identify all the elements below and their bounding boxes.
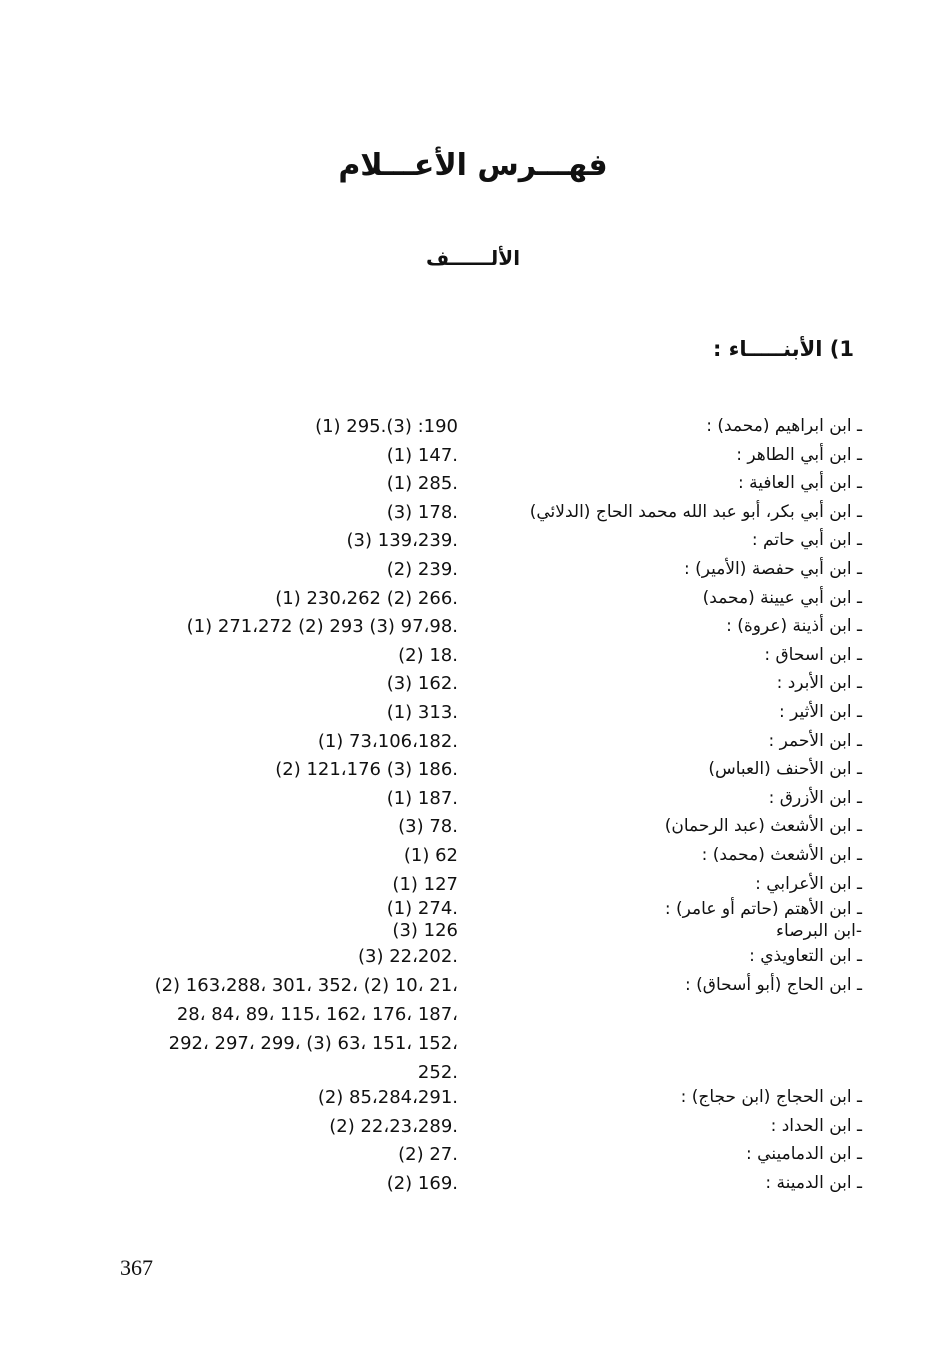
- index-entry: [0, 641, 946, 670]
- entry-page-refs: (2) 163،288، 301، 352، (2) 10، 21، 28، 84، 89، 115، 162، 176، 187، 292، 297، 299، (3) 63، 151، 152، 252.: [154, 974, 458, 1083]
- index-entry: [0, 441, 946, 470]
- entry-name: ـ ابن الأثير :: [779, 701, 862, 722]
- entry-page-refs: (1) 295.(3) :190: [315, 416, 458, 437]
- entry-page-refs: (1) 313.: [386, 701, 458, 723]
- index-entry: [0, 555, 946, 584]
- entry-page-refs: (3) 126: [392, 920, 458, 942]
- index-entry: [0, 526, 946, 555]
- index-entry: [0, 942, 946, 971]
- entry-name: ـ ابن أبي حاتم :: [751, 530, 862, 551]
- entry-name: ـ ابن الأهتم (حاتم أو عامر) :: [664, 899, 862, 920]
- entry-name: ـ ابن أبي عيينة (محمد): [702, 587, 862, 608]
- entry-page-refs: (3) 178.: [386, 501, 458, 523]
- index-entry: [0, 498, 946, 527]
- entry-page-refs: (2) 239.: [386, 558, 458, 580]
- index-entry: [0, 1112, 946, 1141]
- entry-page-refs: (2) 85،284،291.: [317, 1087, 458, 1109]
- index-entry: [0, 898, 946, 920]
- index-entry: [0, 469, 946, 498]
- entry-page-refs: (3) 22،202.: [357, 946, 458, 968]
- entry-name: ـ ابن الأزرق :: [768, 787, 862, 808]
- entry-page-refs: (2) 169.: [386, 1172, 458, 1194]
- entry-name: ـ ابن ابراهيم (محمد) :: [706, 416, 862, 436]
- entry-name: ـ ابن الأشعث (عبد الرحمان): [664, 816, 862, 837]
- entry-page-refs: (1) 274.: [386, 898, 458, 920]
- index-entry: [0, 784, 946, 813]
- entry-name: ـ ابن الدماميني :: [746, 1144, 862, 1165]
- entry-name: ـ ابن الدمينة :: [765, 1172, 862, 1193]
- letter-heading: الألــــــف: [425, 246, 521, 270]
- index-entry: [0, 841, 946, 870]
- index-entries: [0, 412, 946, 1197]
- entry-name: ـ ابن الأحمر :: [768, 730, 862, 751]
- section-heading: 1) الأبنـــــاء :: [712, 337, 854, 361]
- entry-page-refs: (1) 147.: [386, 444, 458, 466]
- entry-page-refs: (1) 285.: [386, 473, 458, 495]
- entry-name: ـ ابن أذينة (عروة) :: [726, 616, 862, 637]
- entry-name: ـ ابن الحاج (أبو أسحاق) :: [685, 974, 862, 995]
- entry-page-refs: (2) 22،23،289.: [329, 1115, 458, 1137]
- entry-name: ـ ابن أبي العافية :: [738, 473, 862, 494]
- entry-page-refs: (1) 62: [403, 844, 458, 866]
- index-entry: [0, 920, 946, 942]
- index-entry: [0, 870, 946, 899]
- index-entry: [0, 584, 946, 613]
- index-entry: [0, 698, 946, 727]
- entry-page-refs: (2) 18.: [398, 644, 458, 666]
- entry-name: ـ ابن الأشعث (محمد) :: [701, 844, 862, 865]
- page-title: فهـــرس الأعـــلام: [338, 148, 608, 183]
- entry-page-refs: (2) 121،176 (3) 186.: [275, 759, 458, 781]
- entry-page-refs: (2) 27.: [398, 1144, 458, 1166]
- entry-page-refs: (3) 78.: [398, 816, 458, 838]
- entry-name: ـ ابن أبي بكر، أبو عبد الله محمد الحاج (الدلائي): [529, 501, 862, 522]
- entry-name: ـ ابن الأبرد :: [776, 673, 862, 694]
- entry-name: -ابن البرصاء: [776, 921, 862, 942]
- entry-name: ـ ابن اسحاق :: [764, 644, 862, 665]
- index-entry: [0, 612, 946, 641]
- index-entry: [0, 727, 946, 756]
- index-entry: [0, 755, 946, 784]
- entry-name: ـ ابن الأحنف (العباس): [708, 759, 862, 780]
- entry-name: ـ ابن أبي حفصة (الأمير) :: [683, 558, 862, 579]
- entry-page-refs: (1) 127: [392, 873, 458, 895]
- index-entry: [0, 669, 946, 698]
- index-entry: [0, 1140, 946, 1169]
- entry-page-refs: (1) 271،272 (2) 293 (3) 97،98.: [186, 616, 458, 638]
- entry-page-refs: (1) 230،262 (2) 266.: [275, 587, 458, 609]
- page-number: 367: [120, 1255, 153, 1280]
- entry-page-refs: (1) 73،106،182.: [317, 730, 458, 752]
- entry-name: ـ ابن الأعرابي :: [755, 873, 862, 894]
- entry-page-refs: (3) 162.: [386, 673, 458, 695]
- entry-name: ـ ابن الحجاج (ابن حجاج) :: [680, 1087, 862, 1108]
- entry-name: ـ ابن التعاويذي :: [749, 946, 862, 967]
- index-entry: [0, 1083, 946, 1112]
- entry-page-refs: (1) 187.: [386, 787, 458, 809]
- entry-page-refs: (3) 139،239.: [346, 530, 458, 552]
- entry-name: ـ ابن أبي الطاهر :: [736, 444, 862, 465]
- index-entry: [0, 1169, 946, 1198]
- index-entry: [0, 412, 946, 441]
- index-entry: [0, 812, 946, 841]
- index-entry: [0, 971, 946, 1083]
- entry-name: ـ ابن الحداد :: [770, 1115, 862, 1136]
